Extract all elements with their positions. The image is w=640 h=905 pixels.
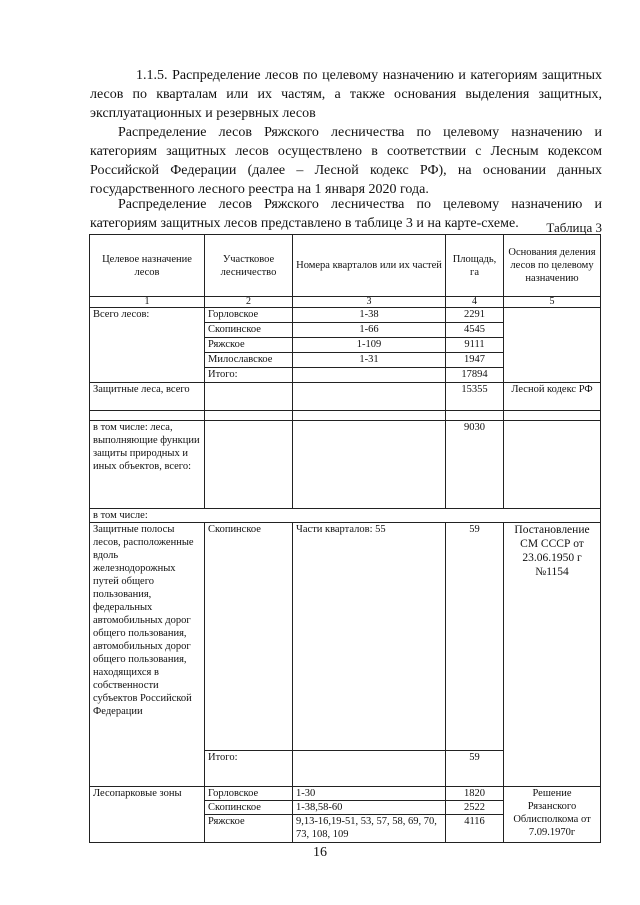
table-cell: 4545: [446, 323, 504, 338]
table-cell: 1820: [446, 787, 504, 801]
nature-protect-area: 9030: [446, 421, 504, 509]
strips-label: Защитные полосы лесов, расположенные вдоль железнодорожных путей общего пользования, федеральных автомобильных дорог общего пользования, автомобильных дорог общего пользования, находящихся в собственности субъектов Российской Федерации: [90, 523, 205, 787]
table-cell: [90, 411, 205, 421]
table-cell: [446, 411, 504, 421]
col-number: 2: [205, 297, 293, 308]
table-cell: [205, 383, 293, 411]
protective-area: 15355: [446, 383, 504, 411]
forest-distribution-table: [89, 234, 601, 843]
strips-quarters: Части кварталов: 55: [293, 523, 446, 751]
table-cell: [205, 421, 293, 509]
table-cell: 9111: [446, 338, 504, 353]
table-cell: 1-38,58-60: [293, 801, 446, 815]
strips-basis: Постановление СМ СССР от 23.06.1950 г №1154: [504, 523, 601, 787]
park-label: Лесопарковые зоны: [90, 787, 205, 843]
section-heading-paragraph: 1.1.5. Распределение лесов по целевому назначению и категориям защитных лесов по кварталам или их частям, а также основания выделения защитных, эксплуатационных и резервных лесов: [90, 68, 602, 121]
strips-forestry: Скопинское: [205, 523, 293, 751]
table-cell: [293, 368, 446, 383]
table-cell: Горловское: [205, 787, 293, 801]
strips-total-area: 59: [446, 751, 504, 787]
table-cell: Ряжское: [205, 338, 293, 353]
table-label: Таблица 3: [546, 220, 602, 235]
table-cell: [293, 751, 446, 787]
table-cell: 17894: [446, 368, 504, 383]
table-cell: [293, 383, 446, 411]
table-cell: 1947: [446, 353, 504, 368]
strips-area: 59: [446, 523, 504, 751]
header-basis: Основания деления лесов по целевому назначению: [504, 235, 601, 297]
table-cell: Скопинское: [205, 801, 293, 815]
header-quarters: Номера кварталов или их частей: [293, 235, 446, 297]
intro-paragraph: Распределение лесов Ряжского лесничества по целевому назначению и категориям защитных лесов осуществлено в соответствии с Лесным кодексом Российской Федерации (далее – Лесной кодекс РФ), на основании данных государственного лесного реестра на 1 января 2020 года.: [90, 125, 602, 197]
header-forestry: Участковое лесничество: [205, 235, 293, 297]
protective-basis: Лесной кодекс РФ: [504, 383, 601, 411]
nature-protect-label: в том числе: леса, выполняющие функции защиты природных и иных объектов, всего:: [90, 421, 205, 509]
page-number: 16: [313, 845, 327, 860]
col-number: 1: [90, 297, 205, 308]
table-cell: 1-66: [293, 323, 446, 338]
including-label: в том числе:: [90, 509, 601, 523]
table-cell: Ряжское: [205, 815, 293, 843]
park-basis: Решение Рязанского Облисполкома от 7.09.1970г: [504, 787, 601, 843]
table-cell: 1-31: [293, 353, 446, 368]
protective-label: Защитные леса, всего: [90, 383, 205, 411]
header-purpose: Целевое назначение лесов: [90, 235, 205, 297]
table-cell: 1-30: [293, 787, 446, 801]
header-area: Площадь, га: [446, 235, 504, 297]
strips-total-label: Итого:: [205, 751, 293, 787]
table-cell: Итого:: [205, 368, 293, 383]
table-cell: Горловское: [205, 308, 293, 323]
table-cell: 1-109: [293, 338, 446, 353]
col-number: 3: [293, 297, 446, 308]
table-cell: 2291: [446, 308, 504, 323]
table-cell: [205, 411, 293, 421]
col-number: 4: [446, 297, 504, 308]
table-cell: Скопинское: [205, 323, 293, 338]
table-cell: 9,13-16,19-51, 53, 57, 58, 69, 70, 73, 108, 109: [293, 815, 446, 843]
table-cell: [504, 308, 601, 383]
table-cell: [293, 411, 446, 421]
table-cell: [504, 421, 601, 509]
col-number: 5: [504, 297, 601, 308]
table-cell: [293, 421, 446, 509]
table-cell: 4116: [446, 815, 504, 843]
table-cell: Милославское: [205, 353, 293, 368]
table-cell: [504, 411, 601, 421]
table-cell: 1-38: [293, 308, 446, 323]
total-label: Всего лесов:: [90, 308, 205, 383]
table-reference-paragraph: Распределение лесов Ряжского лесничества по целевому назначению и категориям защитных лесов представлено в таблице 3 и на карте-схеме.: [90, 197, 602, 231]
table-cell: 2522: [446, 801, 504, 815]
